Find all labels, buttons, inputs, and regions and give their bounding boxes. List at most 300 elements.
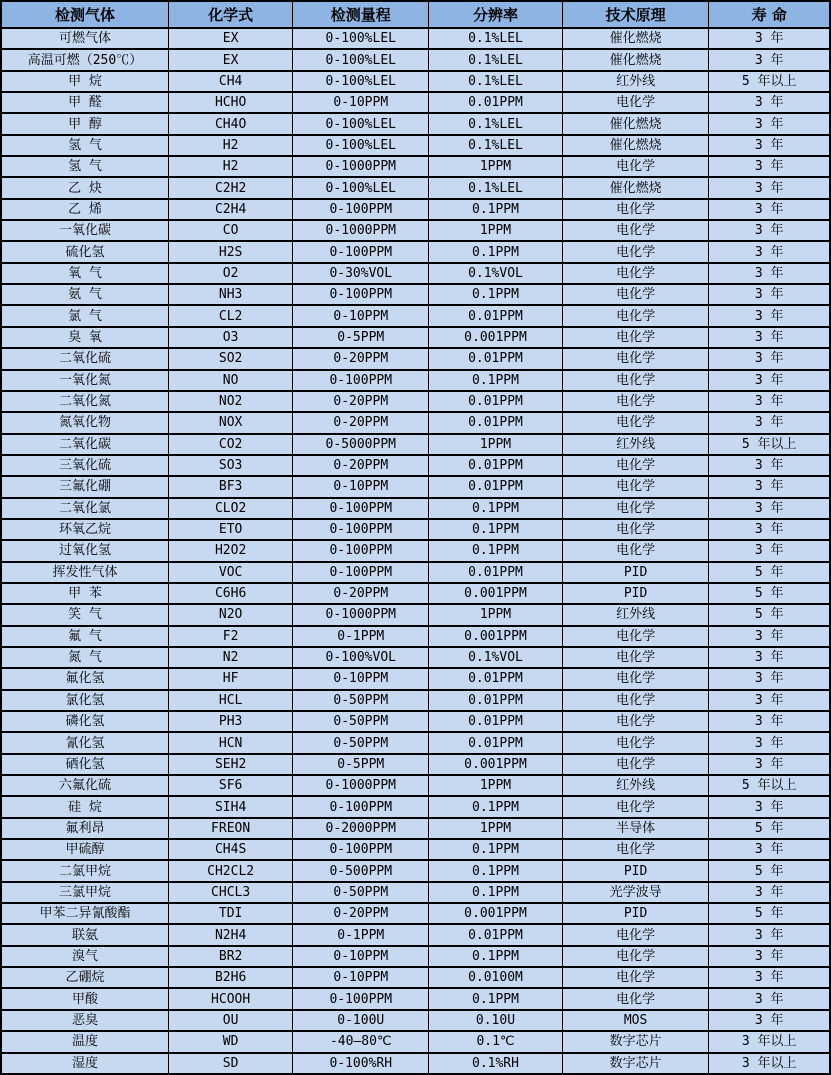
- table-row: [1, 412, 830, 433]
- table-cell-gas-name: 硫化氢: [1, 241, 168, 262]
- table-cell-lifespan: 3 年: [709, 519, 830, 540]
- table-cell-tech-principle: 电化学: [562, 796, 709, 817]
- table-cell-detection-range: 0-20PPM: [293, 455, 429, 476]
- table-cell-chemical-formula: B2H6: [168, 967, 292, 988]
- table-row: [1, 540, 830, 561]
- table-cell-resolution: 0.1PPM: [429, 241, 562, 262]
- table-cell-lifespan: 3 年: [709, 967, 830, 988]
- table-cell-detection-range: 0-20PPM: [293, 412, 429, 433]
- table-cell-detection-range: 0-1PPM: [293, 626, 429, 647]
- table-row: [1, 967, 830, 988]
- table-cell-chemical-formula: O2: [168, 263, 292, 284]
- table-row: [1, 519, 830, 540]
- table-body: [1, 28, 830, 1074]
- table-cell-detection-range: 0-10PPM: [293, 92, 429, 113]
- table-cell-gas-name: 恶臭: [1, 1010, 168, 1031]
- table-row: [1, 754, 830, 775]
- table-cell-lifespan: 3 年: [709, 647, 830, 668]
- table-cell-gas-name: 氨 气: [1, 284, 168, 305]
- table-cell-gas-name: 二氧化氯: [1, 498, 168, 519]
- table-cell-lifespan: 5 年以上: [709, 434, 830, 455]
- table-cell-chemical-formula: CH4O: [168, 113, 292, 134]
- table-cell-resolution: 0.1PPM: [429, 796, 562, 817]
- table-cell-tech-principle: 电化学: [562, 946, 709, 967]
- table-cell-detection-range: 0-30%VOL: [293, 263, 429, 284]
- table-cell-detection-range: 0-100U: [293, 1010, 429, 1031]
- table-cell-resolution: 0.001PPM: [429, 583, 562, 604]
- table-cell-lifespan: 5 年: [709, 604, 830, 625]
- table-cell-resolution: 0.1%LEL: [429, 71, 562, 92]
- table-cell-gas-name: 硒化氢: [1, 754, 168, 775]
- table-row: [1, 711, 830, 732]
- table-cell-lifespan: 3 年: [709, 199, 830, 220]
- table-cell-tech-principle: 催化燃烧: [562, 28, 709, 49]
- table-cell-resolution: 0.1%LEL: [429, 113, 562, 134]
- table-cell-tech-principle: 电化学: [562, 327, 709, 348]
- table-cell-chemical-formula: F2: [168, 626, 292, 647]
- table-cell-resolution: 0.01PPM: [429, 924, 562, 945]
- table-cell-detection-range: 0-10PPM: [293, 668, 429, 689]
- table-row: [1, 562, 830, 583]
- table-cell-resolution: 0.01PPM: [429, 348, 562, 369]
- table-cell-resolution: 0.1%RH: [429, 1053, 562, 1075]
- table-cell-lifespan: 5 年: [709, 903, 830, 924]
- table-cell-tech-principle: PID: [562, 860, 709, 881]
- table-cell-tech-principle: 催化燃烧: [562, 135, 709, 156]
- table-cell-chemical-formula: SF6: [168, 775, 292, 796]
- table-cell-gas-name: 三氟化硼: [1, 476, 168, 497]
- table-cell-tech-principle: MOS: [562, 1010, 709, 1031]
- table-cell-chemical-formula: CO2: [168, 434, 292, 455]
- table-cell-chemical-formula: TDI: [168, 903, 292, 924]
- table-cell-chemical-formula: SEH2: [168, 754, 292, 775]
- table-cell-gas-name: 甲 醇: [1, 113, 168, 134]
- table-row: [1, 71, 830, 92]
- table-row: [1, 796, 830, 817]
- table-cell-lifespan: 5 年以上: [709, 71, 830, 92]
- table-cell-tech-principle: 电化学: [562, 754, 709, 775]
- table-cell-resolution: 0.0100M: [429, 967, 562, 988]
- table-cell-chemical-formula: HF: [168, 668, 292, 689]
- table-cell-gas-name: 氟 气: [1, 626, 168, 647]
- table-cell-resolution: 1PPM: [429, 434, 562, 455]
- table-row: [1, 49, 830, 70]
- table-cell-gas-name: 环氧乙烷: [1, 519, 168, 540]
- table-cell-resolution: 0.1PPM: [429, 284, 562, 305]
- table-cell-resolution: 0.1PPM: [429, 882, 562, 903]
- table-cell-tech-principle: 数字芯片: [562, 1053, 709, 1075]
- table-row: [1, 327, 830, 348]
- table-cell-tech-principle: 电化学: [562, 156, 709, 177]
- table-cell-gas-name: 乙硼烷: [1, 967, 168, 988]
- table-cell-chemical-formula: SO3: [168, 455, 292, 476]
- table-cell-chemical-formula: EX: [168, 28, 292, 49]
- table-row: [1, 647, 830, 668]
- table-cell-tech-principle: 红外线: [562, 604, 709, 625]
- table-cell-lifespan: 3 年: [709, 668, 830, 689]
- table-cell-detection-range: 0-100%VOL: [293, 647, 429, 668]
- table-cell-resolution: 0.01PPM: [429, 476, 562, 497]
- table-cell-detection-range: 0-50PPM: [293, 882, 429, 903]
- table-cell-lifespan: 3 年: [709, 754, 830, 775]
- table-cell-tech-principle: 电化学: [562, 241, 709, 262]
- table-cell-gas-name: 氯 气: [1, 305, 168, 326]
- table-cell-chemical-formula: HCN: [168, 732, 292, 753]
- table-cell-lifespan: 3 年: [709, 455, 830, 476]
- table-cell-tech-principle: 电化学: [562, 305, 709, 326]
- table-cell-lifespan: 3 年: [709, 305, 830, 326]
- table-row: [1, 476, 830, 497]
- table-row: [1, 946, 830, 967]
- table-cell-lifespan: 3 年: [709, 540, 830, 561]
- table-cell-tech-principle: 电化学: [562, 284, 709, 305]
- table-cell-lifespan: 3 年: [709, 28, 830, 49]
- table-cell-detection-range: 0-100%LEL: [293, 28, 429, 49]
- column-header-gas-name: 检测气体: [1, 1, 168, 28]
- table-cell-detection-range: 0-100PPM: [293, 988, 429, 1009]
- table-cell-gas-name: 甲 醛: [1, 92, 168, 113]
- table-row: [1, 220, 830, 241]
- table-cell-lifespan: 3 年: [709, 241, 830, 262]
- table-cell-tech-principle: 催化燃烧: [562, 177, 709, 198]
- table-cell-gas-name: 甲硫醇: [1, 839, 168, 860]
- table-cell-tech-principle: 电化学: [562, 348, 709, 369]
- table-row: [1, 348, 830, 369]
- table-cell-resolution: 0.01PPM: [429, 391, 562, 412]
- table-cell-gas-name: 乙 烯: [1, 199, 168, 220]
- table-cell-tech-principle: 电化学: [562, 967, 709, 988]
- table-cell-chemical-formula: CLO2: [168, 498, 292, 519]
- table-cell-tech-principle: 电化学: [562, 263, 709, 284]
- table-cell-lifespan: 3 年: [709, 370, 830, 391]
- table-cell-resolution: 0.01PPM: [429, 711, 562, 732]
- table-cell-chemical-formula: VOC: [168, 562, 292, 583]
- table-cell-lifespan: 3 年: [709, 626, 830, 647]
- table-cell-lifespan: 3 年: [709, 1010, 830, 1031]
- table-cell-gas-name: 甲苯二异氰酸酯: [1, 903, 168, 924]
- table-row: [1, 135, 830, 156]
- table-cell-tech-principle: 电化学: [562, 988, 709, 1009]
- column-header-detection-range: 检测量程: [293, 1, 429, 28]
- table-cell-lifespan: 3 年: [709, 882, 830, 903]
- table-cell-tech-principle: 红外线: [562, 775, 709, 796]
- table-cell-chemical-formula: CH4: [168, 71, 292, 92]
- table-cell-lifespan: 3 年: [709, 220, 830, 241]
- table-cell-lifespan: 5 年: [709, 583, 830, 604]
- table-cell-resolution: 0.01PPM: [429, 412, 562, 433]
- table-cell-tech-principle: 电化学: [562, 924, 709, 945]
- table-cell-detection-range: 0-100PPM: [293, 796, 429, 817]
- table-row: [1, 199, 830, 220]
- table-cell-resolution: 0.01PPM: [429, 455, 562, 476]
- table-row: [1, 241, 830, 262]
- table-row: [1, 498, 830, 519]
- table-row: [1, 903, 830, 924]
- table-cell-gas-name: 二氧化硫: [1, 348, 168, 369]
- table-cell-lifespan: 3 年: [709, 796, 830, 817]
- table-cell-chemical-formula: SD: [168, 1053, 292, 1075]
- column-header-lifespan: 寿 命: [709, 1, 830, 28]
- table-cell-chemical-formula: C6H6: [168, 583, 292, 604]
- table-row: [1, 775, 830, 796]
- table-cell-tech-principle: 红外线: [562, 434, 709, 455]
- table-cell-detection-range: 0-100%LEL: [293, 71, 429, 92]
- table-cell-tech-principle: PID: [562, 562, 709, 583]
- table-cell-detection-range: 0-1PPM: [293, 924, 429, 945]
- table-row: [1, 28, 830, 49]
- table-cell-lifespan: 3 年: [709, 263, 830, 284]
- table-cell-resolution: 0.01PPM: [429, 690, 562, 711]
- table-cell-tech-principle: 电化学: [562, 647, 709, 668]
- table-row: [1, 455, 830, 476]
- table-cell-tech-principle: 催化燃烧: [562, 49, 709, 70]
- table-cell-chemical-formula: H2S: [168, 241, 292, 262]
- table-cell-gas-name: 氢 气: [1, 156, 168, 177]
- table-cell-gas-name: 硅 烷: [1, 796, 168, 817]
- table-cell-chemical-formula: HCOOH: [168, 988, 292, 1009]
- table-cell-lifespan: 5 年以上: [709, 775, 830, 796]
- table-cell-tech-principle: 电化学: [562, 839, 709, 860]
- table-row: [1, 583, 830, 604]
- table-row: [1, 177, 830, 198]
- table-cell-gas-name: 氯化氢: [1, 690, 168, 711]
- table-cell-chemical-formula: O3: [168, 327, 292, 348]
- table-cell-lifespan: 3 年: [709, 156, 830, 177]
- table-row: [1, 839, 830, 860]
- table-cell-lifespan: 3 年: [709, 711, 830, 732]
- table-cell-chemical-formula: H2: [168, 156, 292, 177]
- table-cell-detection-range: 0-100PPM: [293, 839, 429, 860]
- table-cell-chemical-formula: BR2: [168, 946, 292, 967]
- table-cell-gas-name: 一氧化碳: [1, 220, 168, 241]
- table-cell-tech-principle: 半导体: [562, 818, 709, 839]
- table-row: [1, 92, 830, 113]
- table-cell-detection-range: 0-10PPM: [293, 305, 429, 326]
- table-row: [1, 391, 830, 412]
- table-cell-gas-name: 溴气: [1, 946, 168, 967]
- table-row: [1, 604, 830, 625]
- table-cell-tech-principle: 电化学: [562, 92, 709, 113]
- table-cell-detection-range: 0-10PPM: [293, 476, 429, 497]
- table-cell-detection-range: 0-100PPM: [293, 540, 429, 561]
- table-cell-tech-principle: 电化学: [562, 519, 709, 540]
- table-row: [1, 882, 830, 903]
- table-cell-gas-name: 氢 气: [1, 135, 168, 156]
- table-row: [1, 305, 830, 326]
- header-row: [1, 1, 830, 28]
- table-cell-detection-range: -40—80℃: [293, 1031, 429, 1052]
- table-cell-detection-range: 0-10PPM: [293, 946, 429, 967]
- table-cell-lifespan: 3 年: [709, 177, 830, 198]
- table-cell-tech-principle: 电化学: [562, 370, 709, 391]
- table-cell-gas-name: 高温可燃（250℃）: [1, 49, 168, 70]
- table-cell-lifespan: 3 年: [709, 135, 830, 156]
- table-cell-resolution: 0.01PPM: [429, 305, 562, 326]
- table-cell-resolution: 0.01PPM: [429, 668, 562, 689]
- table-cell-chemical-formula: PH3: [168, 711, 292, 732]
- table-cell-chemical-formula: NH3: [168, 284, 292, 305]
- table-cell-tech-principle: 催化燃烧: [562, 113, 709, 134]
- table-cell-detection-range: 0-20PPM: [293, 391, 429, 412]
- table-cell-detection-range: 0-100%LEL: [293, 177, 429, 198]
- table-cell-resolution: 1PPM: [429, 604, 562, 625]
- table-cell-resolution: 0.1PPM: [429, 988, 562, 1009]
- table-cell-gas-name: 臭 氧: [1, 327, 168, 348]
- table-row: [1, 156, 830, 177]
- table-cell-detection-range: 0-100PPM: [293, 498, 429, 519]
- table-cell-gas-name: 氮氧化物: [1, 412, 168, 433]
- table-cell-chemical-formula: N2: [168, 647, 292, 668]
- table-cell-chemical-formula: CH2CL2: [168, 860, 292, 881]
- table-cell-lifespan: 3 年以上: [709, 1053, 830, 1075]
- table-cell-detection-range: 0-10PPM: [293, 967, 429, 988]
- table-cell-detection-range: 0-20PPM: [293, 903, 429, 924]
- table-cell-detection-range: 0-100%LEL: [293, 135, 429, 156]
- table-cell-chemical-formula: SO2: [168, 348, 292, 369]
- table-cell-resolution: 0.1%VOL: [429, 647, 562, 668]
- table-cell-detection-range: 0-50PPM: [293, 690, 429, 711]
- table-cell-lifespan: 3 年: [709, 476, 830, 497]
- table-cell-tech-principle: 电化学: [562, 711, 709, 732]
- table-cell-detection-range: 0-20PPM: [293, 583, 429, 604]
- table-cell-resolution: 0.1%LEL: [429, 49, 562, 70]
- column-header-chemical-formula: 化学式: [168, 1, 292, 28]
- table-cell-chemical-formula: HCL: [168, 690, 292, 711]
- table-cell-gas-name: 乙 炔: [1, 177, 168, 198]
- table-cell-lifespan: 3 年以上: [709, 1031, 830, 1052]
- table-row: [1, 924, 830, 945]
- table-row: [1, 1010, 830, 1031]
- table-cell-lifespan: 3 年: [709, 690, 830, 711]
- table-cell-gas-name: 氧 气: [1, 263, 168, 284]
- table-cell-resolution: 0.001PPM: [429, 327, 562, 348]
- table-cell-lifespan: 3 年: [709, 391, 830, 412]
- table-cell-tech-principle: 数字芯片: [562, 1031, 709, 1052]
- table-cell-gas-name: 二氧化碳: [1, 434, 168, 455]
- table-cell-detection-range: 0-50PPM: [293, 711, 429, 732]
- table-row: [1, 668, 830, 689]
- table-cell-chemical-formula: H2O2: [168, 540, 292, 561]
- table-cell-detection-range: 0-100%LEL: [293, 113, 429, 134]
- table-cell-chemical-formula: NOX: [168, 412, 292, 433]
- table-cell-lifespan: 3 年: [709, 348, 830, 369]
- table-cell-resolution: 1PPM: [429, 818, 562, 839]
- table-cell-detection-range: 0-100PPM: [293, 241, 429, 262]
- table-cell-tech-principle: 电化学: [562, 626, 709, 647]
- table-cell-detection-range: 0-1000PPM: [293, 775, 429, 796]
- table-cell-gas-name: 二氧化氮: [1, 391, 168, 412]
- table-cell-chemical-formula: CL2: [168, 305, 292, 326]
- table-cell-lifespan: 3 年: [709, 284, 830, 305]
- table-cell-detection-range: 0-5PPM: [293, 754, 429, 775]
- table-cell-chemical-formula: NO2: [168, 391, 292, 412]
- table-cell-tech-principle: 光学波导: [562, 882, 709, 903]
- table-cell-resolution: 0.1℃: [429, 1031, 562, 1052]
- table-row: [1, 284, 830, 305]
- table-cell-gas-name: 笑 气: [1, 604, 168, 625]
- table-cell-chemical-formula: BF3: [168, 476, 292, 497]
- table-cell-detection-range: 0-20PPM: [293, 348, 429, 369]
- table-row: [1, 1053, 830, 1075]
- table-cell-gas-name: 甲酸: [1, 988, 168, 1009]
- table-cell-tech-principle: 电化学: [562, 476, 709, 497]
- table-row: [1, 370, 830, 391]
- table-cell-detection-range: 0-100PPM: [293, 519, 429, 540]
- table-cell-tech-principle: 电化学: [562, 455, 709, 476]
- table-cell-resolution: 1PPM: [429, 775, 562, 796]
- table-cell-gas-name: 挥发性气体: [1, 562, 168, 583]
- table-cell-gas-name: 三氯甲烷: [1, 882, 168, 903]
- table-cell-gas-name: 过氧化氢: [1, 540, 168, 561]
- table-cell-gas-name: 联氨: [1, 924, 168, 945]
- table-cell-detection-range: 0-100%LEL: [293, 49, 429, 70]
- table-cell-resolution: 0.001PPM: [429, 626, 562, 647]
- table-cell-resolution: 0.01PPM: [429, 92, 562, 113]
- table-cell-resolution: 0.01PPM: [429, 562, 562, 583]
- table-cell-gas-name: 六氟化硫: [1, 775, 168, 796]
- table-cell-chemical-formula: ETO: [168, 519, 292, 540]
- table-cell-resolution: 0.1PPM: [429, 839, 562, 860]
- table-cell-chemical-formula: N2O: [168, 604, 292, 625]
- table-cell-lifespan: 3 年: [709, 839, 830, 860]
- table-cell-gas-name: 氮 气: [1, 647, 168, 668]
- table-cell-tech-principle: PID: [562, 903, 709, 924]
- table-cell-gas-name: 甲 烷: [1, 71, 168, 92]
- table-cell-tech-principle: 电化学: [562, 391, 709, 412]
- table-cell-resolution: 0.1PPM: [429, 540, 562, 561]
- table-cell-lifespan: 3 年: [709, 327, 830, 348]
- table-cell-lifespan: 5 年: [709, 860, 830, 881]
- table-cell-resolution: 0.1PPM: [429, 519, 562, 540]
- table-cell-detection-range: 0-1000PPM: [293, 604, 429, 625]
- table-row: [1, 732, 830, 753]
- table-cell-detection-range: 0-2000PPM: [293, 818, 429, 839]
- table-cell-resolution: 0.1PPM: [429, 860, 562, 881]
- table-cell-resolution: 1PPM: [429, 156, 562, 177]
- table-cell-chemical-formula: SIH4: [168, 796, 292, 817]
- table-cell-tech-principle: 电化学: [562, 690, 709, 711]
- table-cell-chemical-formula: N2H4: [168, 924, 292, 945]
- table-cell-gas-name: 磷化氢: [1, 711, 168, 732]
- table-cell-gas-name: 湿度: [1, 1053, 168, 1075]
- table-cell-gas-name: 三氧化硫: [1, 455, 168, 476]
- table-row: [1, 113, 830, 134]
- table-cell-lifespan: 3 年: [709, 49, 830, 70]
- table-cell-resolution: 0.1PPM: [429, 370, 562, 391]
- table-cell-gas-name: 二氯甲烷: [1, 860, 168, 881]
- table-cell-chemical-formula: WD: [168, 1031, 292, 1052]
- table-cell-lifespan: 5 年: [709, 562, 830, 583]
- table-cell-gas-name: 可燃气体: [1, 28, 168, 49]
- table-cell-resolution: 0.01PPM: [429, 732, 562, 753]
- table-cell-lifespan: 5 年: [709, 818, 830, 839]
- table-cell-detection-range: 0-100%RH: [293, 1053, 429, 1075]
- table-cell-gas-name: 一氧化氮: [1, 370, 168, 391]
- table-cell-resolution: 0.1%VOL: [429, 263, 562, 284]
- table-cell-resolution: 0.10U: [429, 1010, 562, 1031]
- table-cell-detection-range: 0-100PPM: [293, 284, 429, 305]
- table-cell-lifespan: 3 年: [709, 988, 830, 1009]
- table-cell-resolution: 0.1PPM: [429, 946, 562, 967]
- table-cell-chemical-formula: H2: [168, 135, 292, 156]
- table-cell-detection-range: 0-1000PPM: [293, 156, 429, 177]
- table-cell-chemical-formula: EX: [168, 49, 292, 70]
- table-row: [1, 988, 830, 1009]
- table-cell-detection-range: 0-1000PPM: [293, 220, 429, 241]
- table-cell-lifespan: 3 年: [709, 924, 830, 945]
- table-cell-tech-principle: 电化学: [562, 732, 709, 753]
- table-cell-gas-name: 甲 苯: [1, 583, 168, 604]
